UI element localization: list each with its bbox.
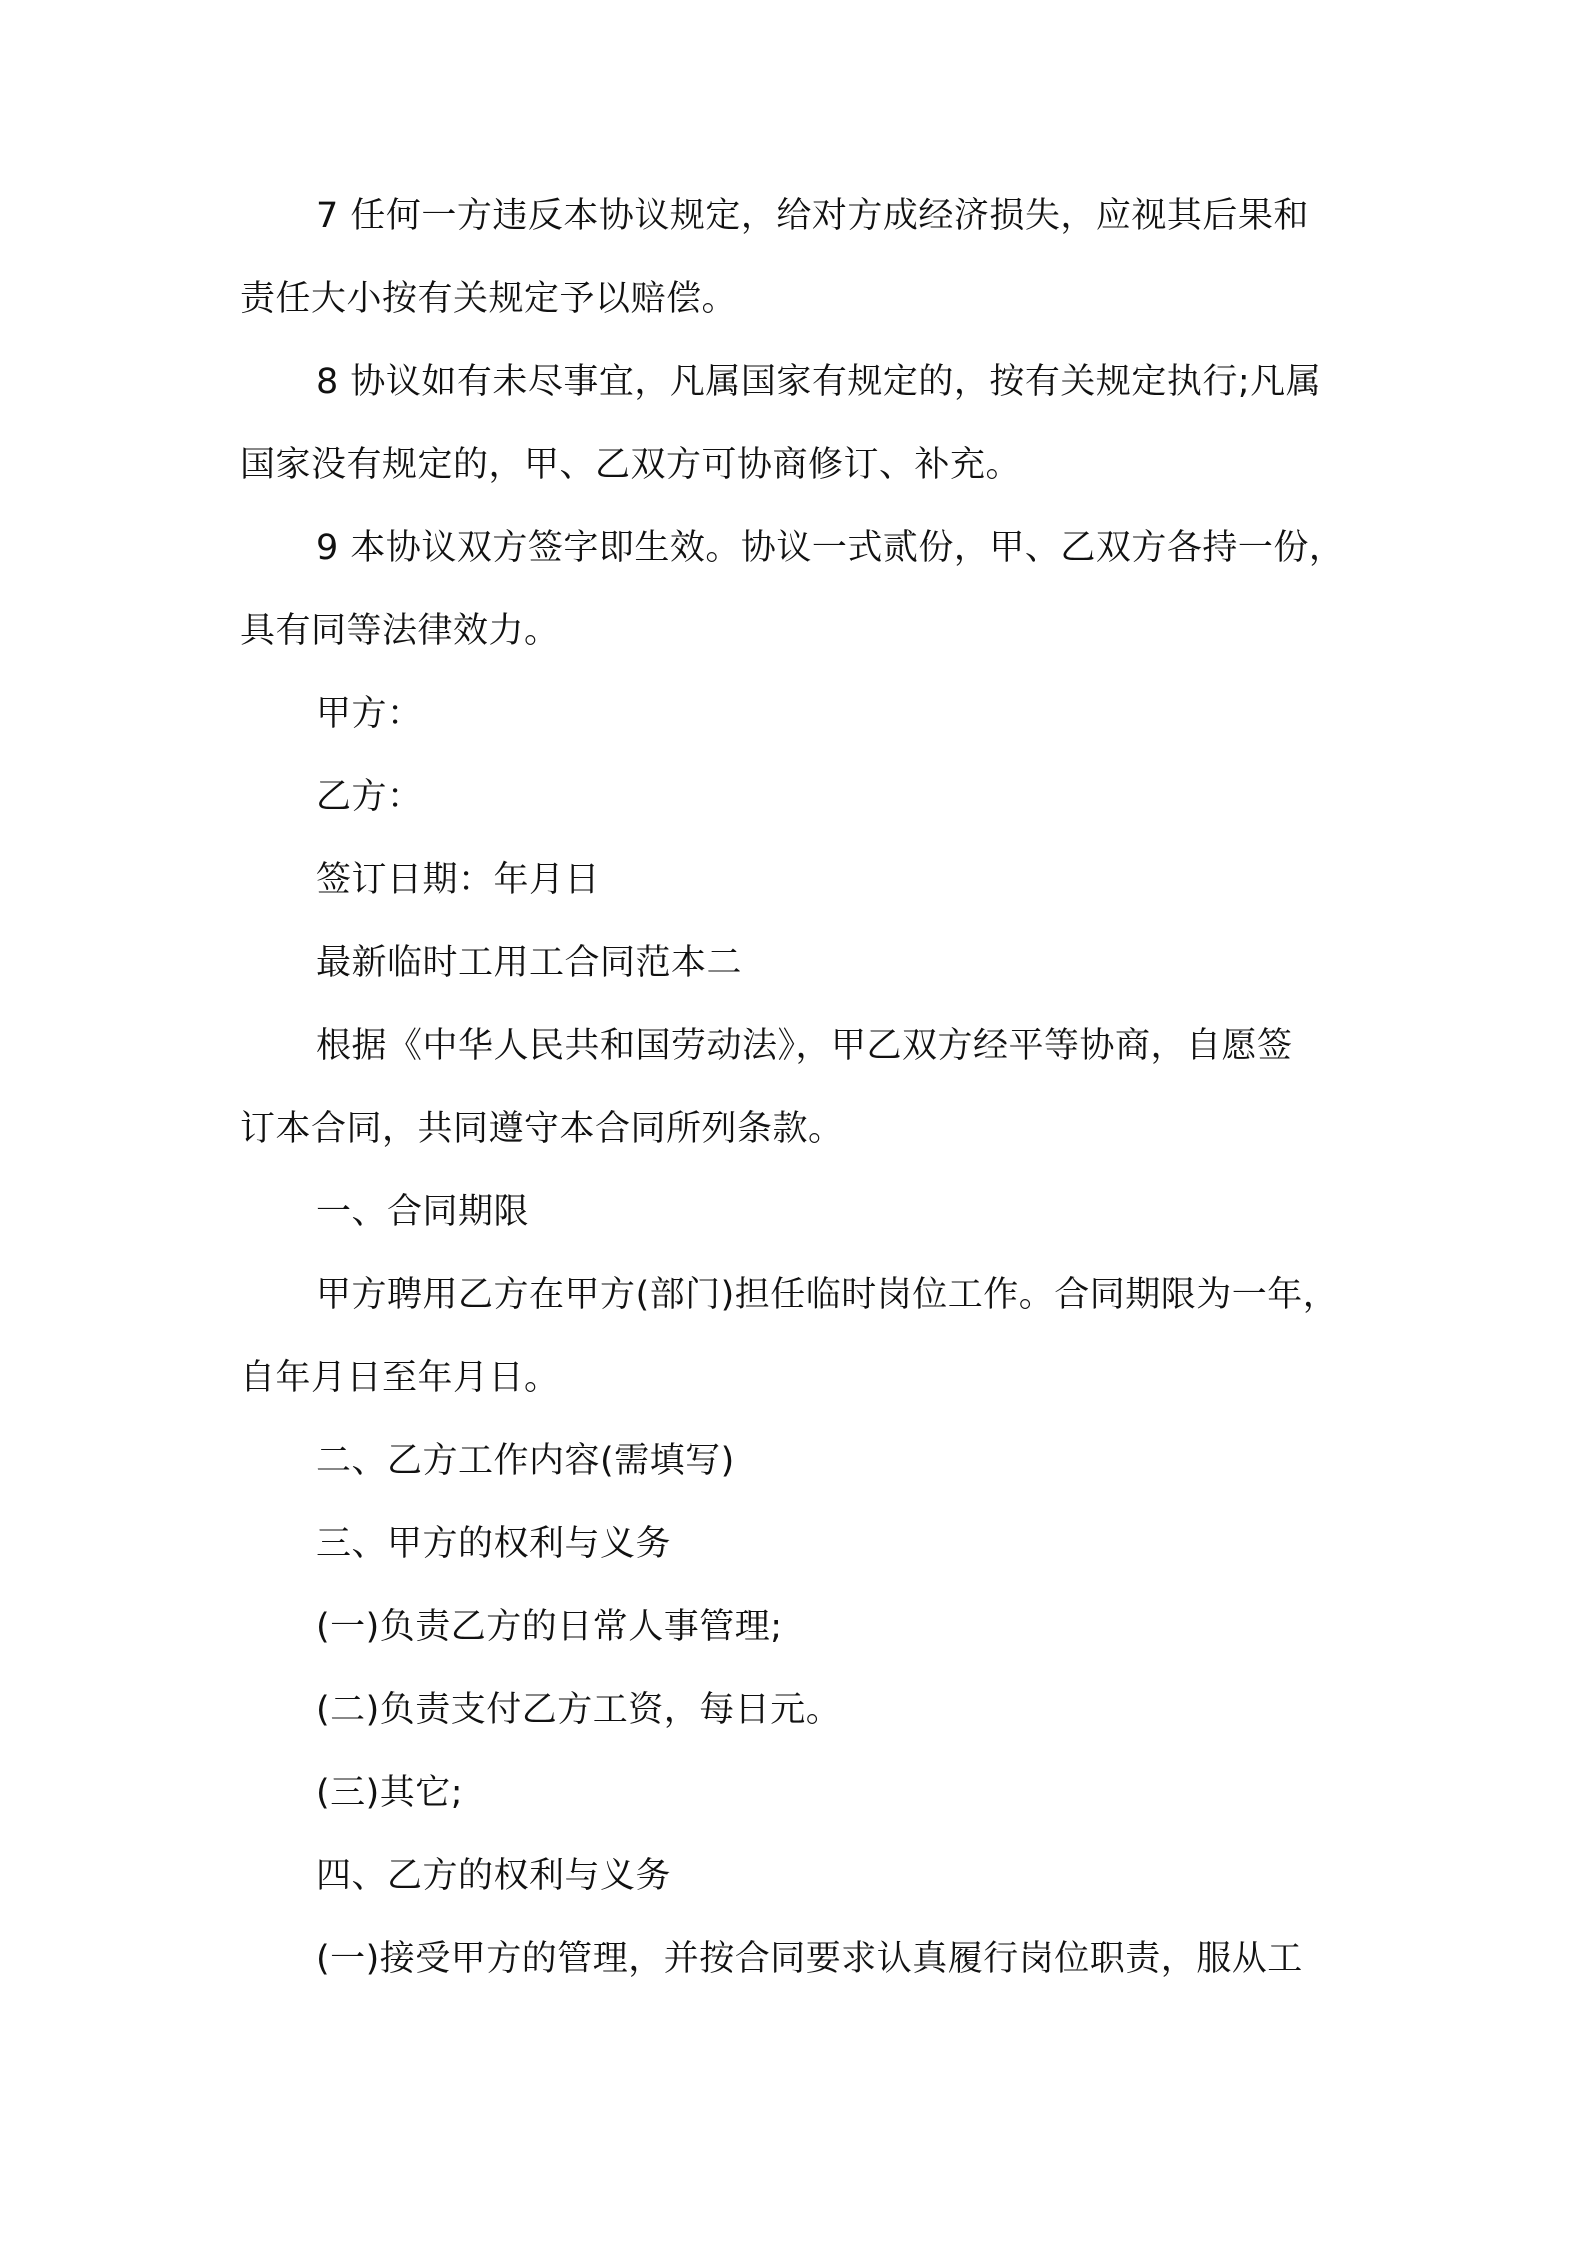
- intro-line-2: 订本合同，共同遵守本合同所列条款。: [240, 1109, 844, 1149]
- heading-party-b-rights: 四、乙方的权利与义务: [316, 1856, 672, 1896]
- clause-9-line-1: 9 本协议双方签字即生效。协议一式贰份，甲、乙双方各持一份，: [316, 528, 1345, 568]
- signing-date: 签订日期：年月日: [316, 860, 601, 900]
- term-line-1: 甲方聘用乙方在甲方(部门)担任临时岗位工作。合同期限为一年，: [316, 1275, 1339, 1315]
- heading-work-content: 二、乙方工作内容(需填写): [316, 1441, 735, 1481]
- clause-8-line-2: 国家没有规定的，甲、乙双方可协商修订、补充。: [240, 445, 1022, 485]
- heading-party-a-rights: 三、甲方的权利与义务: [316, 1524, 672, 1564]
- party-b-signature: 乙方：: [316, 777, 423, 817]
- clause-8-line-1: 8 协议如有未尽事宜，凡属国家有规定的，按有关规定执行;凡属: [316, 362, 1322, 402]
- clause-7-line-2: 责任大小按有关规定予以赔偿。: [240, 279, 738, 319]
- section-title: 最新临时工用工合同范本二: [316, 943, 743, 983]
- clause-7-line-1: 7 任何一方违反本协议规定，给对方成经济损失，应视其后果和: [316, 196, 1309, 236]
- party-a-item-3: (三)其它;: [316, 1773, 464, 1813]
- party-a-item-1: (一)负责乙方的日常人事管理;: [316, 1607, 783, 1647]
- intro-line-1: 根据《中华人民共和国劳动法》，甲乙双方经平等协商，自愿签: [316, 1026, 1293, 1066]
- party-b-item-1: (一)接受甲方的管理，并按合同要求认真履行岗位职责，服从工: [316, 1939, 1303, 1979]
- document-body: [240, 196, 1360, 2022]
- heading-contract-term: 一、合同期限: [316, 1192, 530, 1232]
- clause-9-line-2: 具有同等法律效力。: [240, 611, 560, 651]
- party-a-signature: 甲方：: [316, 694, 423, 734]
- term-line-2: 自年月日至年月日。: [240, 1358, 560, 1398]
- party-a-item-2: (二)负责支付乙方工资，每日元。: [316, 1690, 842, 1730]
